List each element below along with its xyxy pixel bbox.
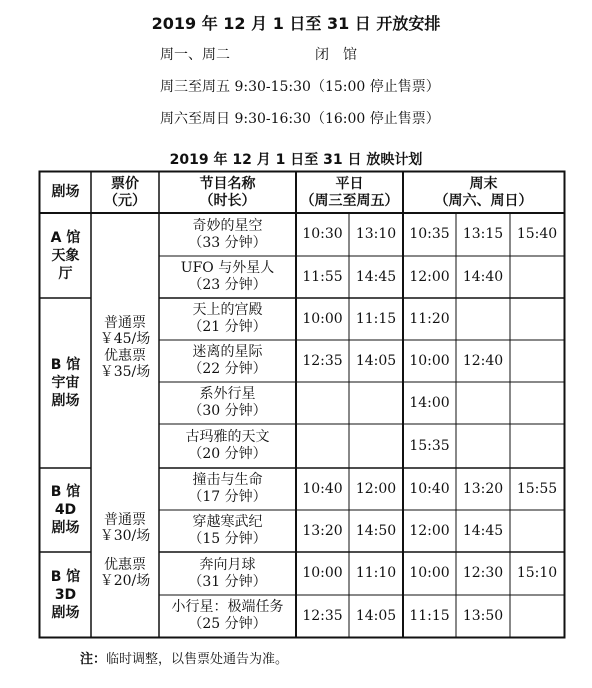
weekend-showtime: 15:10	[516, 565, 558, 581]
price-group-1-discount	[91, 344, 159, 384]
weekend-showtime: 13:20	[462, 480, 504, 497]
program-cell	[159, 424, 296, 468]
program-cell	[159, 510, 296, 552]
program-duration: （31 分钟）	[188, 573, 267, 590]
program-name: UFO 与外星人	[180, 260, 275, 276]
program-cell	[159, 468, 296, 510]
normal-ticket-label: 普通票	[104, 512, 146, 528]
venue-line: B 馆	[50, 568, 81, 585]
weekend-showtime: 12:00	[409, 522, 450, 539]
program-name: 迷离的星际	[192, 344, 263, 360]
weekend-showtime: 13:15	[462, 226, 504, 242]
header-program-line2: （时长）	[199, 192, 256, 209]
program-duration: （23 分钟）	[188, 277, 267, 293]
weekend-showtime	[510, 382, 564, 424]
program-cell	[159, 595, 296, 637]
weekend-showtime: 14:45	[462, 522, 504, 539]
weekday-showtime	[296, 382, 349, 424]
program-cell	[159, 340, 296, 382]
weekday-showtime: 14:05	[355, 607, 397, 624]
discount-ticket-label: 优惠票	[104, 557, 146, 573]
weekday-showtime	[296, 424, 349, 468]
venue-line: 剧场	[51, 604, 80, 621]
program-name: 撞击与生命	[192, 472, 263, 488]
program-name: 奇妙的星空	[192, 217, 263, 234]
venue-line: A 馆	[50, 229, 81, 246]
program-name: 天上的宫殿	[192, 302, 263, 318]
weekday-showtime	[349, 382, 403, 424]
header-program	[159, 172, 296, 213]
page-title: 2019 年 12 月 1 日至 31 日 开放安排	[151, 14, 441, 33]
program-duration: （30 分钟）	[188, 403, 267, 419]
weekday-showtime	[349, 424, 403, 468]
discount-ticket-label: 优惠票	[104, 348, 146, 364]
venue-line: 天象	[51, 247, 80, 264]
venue-b-4d-theater	[40, 468, 91, 552]
venue-b-universe-theater	[40, 298, 91, 468]
program-name: 小行星：极端任务	[171, 599, 284, 615]
program-duration: （33 分钟）	[188, 234, 267, 251]
weekend-showtime: 14:00	[409, 394, 450, 411]
venue-line: 剧场	[51, 393, 80, 409]
header-weekday-line2: （周三至周五）	[300, 192, 399, 209]
normal-ticket-price: ￥45/场	[99, 331, 151, 347]
schedule-title: 2019 年 12 月 1 日至 31 日 放映计划	[169, 152, 423, 168]
weekday-showtime: 10:00	[302, 565, 343, 581]
weekday-showtime: 12:35	[302, 352, 343, 369]
venue-line: 厅	[58, 265, 73, 282]
header-price-line2: （元）	[104, 192, 146, 209]
program-name: 穿越寒武纪	[192, 514, 263, 530]
weekday-showtime: 10:30	[302, 226, 343, 242]
program-cell	[159, 382, 296, 424]
venue-b-3d-theater	[40, 552, 91, 637]
program-name: 奔向月球	[199, 556, 256, 573]
weekday-showtime: 10:00	[302, 310, 343, 327]
price-group-2-discount	[91, 553, 159, 593]
weekend-showtime: 13:50	[462, 607, 504, 624]
program-duration: （15 分钟）	[188, 531, 267, 547]
weekend-showtime: 11:20	[409, 310, 450, 327]
weekday-showtime: 14:50	[355, 522, 397, 539]
header-weekday	[296, 172, 403, 213]
program-cell	[159, 552, 296, 595]
header-weekend	[403, 172, 564, 213]
weekend-showtime: 12:00	[409, 268, 450, 285]
venue-line: B 馆	[50, 484, 81, 500]
weekend-showtime: 10:40	[409, 480, 450, 497]
weekend-showtime: 11:15	[409, 607, 450, 624]
weekend-showtime: 15:35	[409, 437, 450, 454]
venue-line: 3D	[54, 586, 77, 603]
header-venue: 剧场	[51, 184, 80, 200]
weekend-showtime: 14:40	[462, 268, 504, 285]
program-duration: （17 分钟）	[188, 489, 267, 505]
weekend-showtime: 10:00	[409, 565, 450, 581]
weekday-showtime: 12:35	[302, 607, 343, 624]
weekend-showtime: 12:40	[462, 352, 504, 369]
closed-label: 闭 馆	[315, 47, 357, 63]
program-duration: （21 分钟）	[188, 319, 267, 335]
header-weekday-line1: 平日	[335, 175, 364, 192]
venue-line: 宇宙	[51, 375, 80, 391]
weekend-showtime: 15:55	[516, 480, 558, 497]
weekend-showtime: 10:00	[409, 352, 450, 369]
weekday-showtime: 11:15	[355, 310, 397, 327]
weekday-showtime: 13:10	[355, 226, 397, 242]
footnote	[80, 648, 288, 667]
weekend-showtime	[510, 510, 564, 552]
normal-ticket-label: 普通票	[104, 315, 146, 331]
header-weekend-line1: 周末	[469, 175, 498, 192]
program-cell	[159, 213, 296, 256]
footnote-label: 注：	[80, 652, 107, 667]
weekday-showtime: 11:55	[302, 268, 343, 285]
program-duration: （25 分钟）	[188, 616, 267, 632]
closed-days: 周一、周二	[160, 47, 230, 63]
program-cell	[159, 256, 296, 298]
weekend-showtime	[456, 382, 510, 424]
program-cell	[159, 298, 296, 340]
header-program-line1: 节目名称	[199, 175, 256, 192]
venue-line: B 馆	[50, 357, 81, 373]
footnote-text: 临时调整，以售票处通告为准。	[106, 652, 289, 667]
weekend-showtime: 10:35	[409, 226, 450, 242]
program-duration: （22 分钟）	[188, 361, 267, 377]
program-name: 古玛雅的天文	[185, 429, 270, 445]
weekend-showtime	[510, 424, 564, 468]
header-price-line1: 票价	[111, 175, 139, 192]
discount-ticket-price: ￥35/场	[99, 364, 151, 380]
weekday-showtime: 11:10	[355, 565, 397, 581]
header-price	[91, 172, 159, 213]
normal-ticket-price: ￥30/场	[99, 528, 151, 544]
weekend-showtime	[510, 595, 564, 637]
weekend-showtime	[510, 298, 564, 340]
venue-line: 4D	[54, 502, 77, 518]
weekend-hours: 周六至周日 9:30-16:30（16:00 停止售票）	[160, 111, 440, 127]
program-duration: （20 分钟）	[188, 446, 267, 462]
weekday-hours: 周三至周五 9:30-15:30（15:00 停止售票）	[160, 79, 440, 95]
weekend-showtime	[456, 298, 510, 340]
venue-line: 剧场	[51, 520, 80, 536]
weekend-showtime	[510, 256, 564, 298]
weekday-showtime: 13:20	[302, 522, 343, 539]
header-weekend-line2: （周六、周日）	[434, 192, 533, 209]
weekend-showtime	[510, 340, 564, 382]
venue-a-planetarium	[40, 213, 91, 298]
weekday-showtime: 14:05	[355, 352, 397, 369]
weekend-showtime	[456, 424, 510, 468]
program-name: 系外行星	[199, 386, 256, 402]
weekend-showtime: 12:30	[462, 565, 504, 581]
weekend-showtime: 15:40	[516, 226, 558, 242]
weekday-showtime: 14:45	[355, 268, 397, 285]
discount-ticket-price: ￥20/场	[99, 573, 151, 589]
weekday-showtime: 10:40	[302, 480, 343, 497]
weekday-showtime: 12:00	[355, 480, 397, 497]
price-group-2	[91, 508, 159, 548]
